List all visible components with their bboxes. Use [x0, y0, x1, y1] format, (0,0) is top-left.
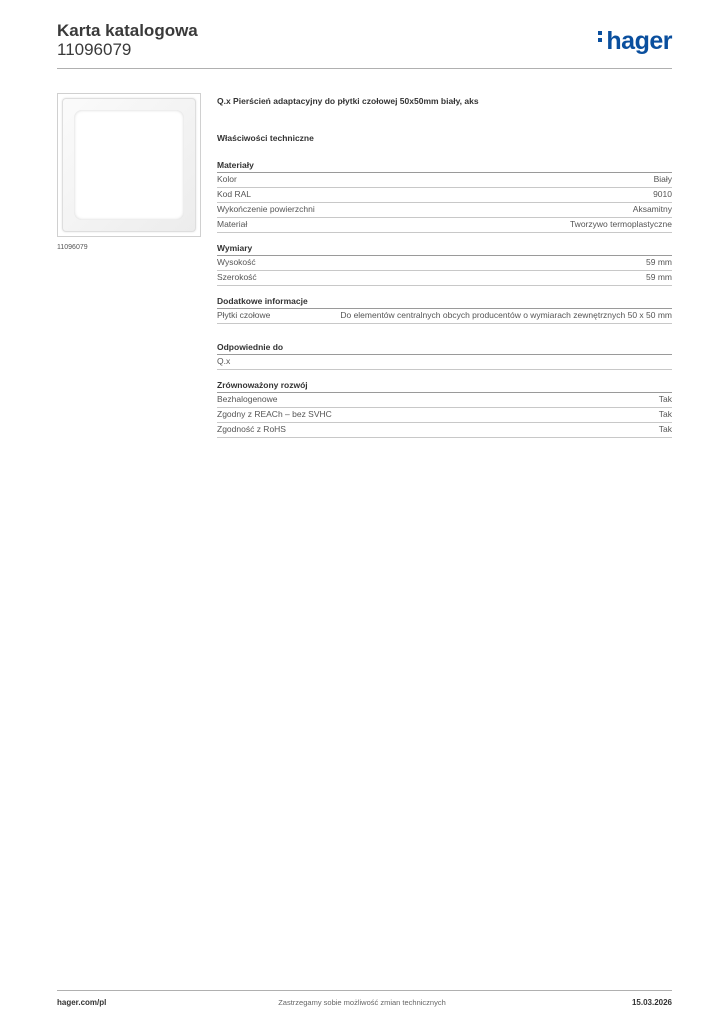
spec-label: Płytki czołowe — [217, 310, 271, 320]
spec-row — [217, 218, 672, 233]
additional-info-title: Dodatkowe informacje — [217, 296, 672, 309]
adapter-ring-frame-icon — [62, 98, 196, 232]
spec-value: Do elementów centralnych obcych producentów o wymiarach zewnętrznych 50 x 50 mm — [340, 310, 672, 320]
spec-value: Tak — [658, 394, 672, 404]
spec-row — [217, 393, 672, 408]
spec-value: Tworzywo termoplastyczne — [569, 219, 672, 229]
page-title: Karta katalogowa — [57, 21, 198, 40]
footer-notice: Zastrzegamy sobie możliwość zmian technicznych — [278, 998, 446, 1007]
footer-divider — [57, 990, 672, 991]
spec-value: 9010 — [653, 189, 672, 199]
materials-title: Materiały — [217, 160, 672, 173]
spec-label: Zgodność z RoHS — [217, 424, 286, 434]
materials-group — [217, 160, 672, 233]
product-details — [217, 96, 672, 448]
spec-value: Tak — [658, 424, 672, 434]
spec-label: Kod RAL — [217, 189, 252, 199]
product-image — [57, 93, 201, 237]
spec-row — [217, 309, 672, 324]
spec-row — [217, 256, 672, 271]
logo-text: hager — [606, 27, 672, 55]
additional-info-group — [217, 296, 672, 324]
spec-row — [217, 408, 672, 423]
suitable-for-title: Odpowiednie do — [217, 342, 672, 355]
spec-label: Bezhalogenowe — [217, 394, 278, 404]
product-title: Q.x Pierścień adaptacyjny do płytki czołowej 50x50mm biały, aks — [217, 96, 479, 106]
sustainability-title: Zrównoważony rozwój — [217, 380, 672, 393]
image-caption: 11096079 — [57, 244, 88, 251]
spec-value: Aksamitny — [632, 204, 672, 214]
spec-label: Wykończenie powierzchni — [217, 204, 315, 214]
spec-row — [217, 173, 672, 188]
spec-label: Wysokość — [217, 257, 256, 267]
logo-dots-icon — [598, 28, 603, 45]
footer-website: hager.com/pl — [57, 998, 107, 1007]
hager-logo — [598, 28, 672, 54]
spec-row — [217, 203, 672, 218]
spec-row — [217, 271, 672, 286]
spec-label: Q.x — [217, 356, 231, 366]
footer-date: 15.03.2026 — [631, 998, 672, 1007]
spec-value: 59 mm — [646, 257, 672, 267]
spec-label: Zgodny z REACh – bez SVHC — [217, 409, 332, 419]
suitable-for-group — [217, 342, 672, 370]
sustainability-group — [217, 380, 672, 438]
spec-row — [217, 188, 672, 203]
technical-heading: Właściwości techniczne — [217, 133, 314, 143]
spec-value: Tak — [658, 409, 672, 419]
product-code: 11096079 — [57, 40, 132, 59]
spec-label: Materiał — [217, 219, 248, 229]
dimensions-title: Wymiary — [217, 243, 672, 256]
spec-value: 59 mm — [646, 272, 672, 282]
spec-row — [217, 355, 672, 370]
spec-value: Biały — [653, 174, 672, 184]
dimensions-group — [217, 243, 672, 286]
spec-label: Szerokość — [217, 272, 257, 282]
spec-label: Kolor — [217, 174, 237, 184]
spec-row — [217, 423, 672, 438]
header-divider — [57, 68, 672, 69]
